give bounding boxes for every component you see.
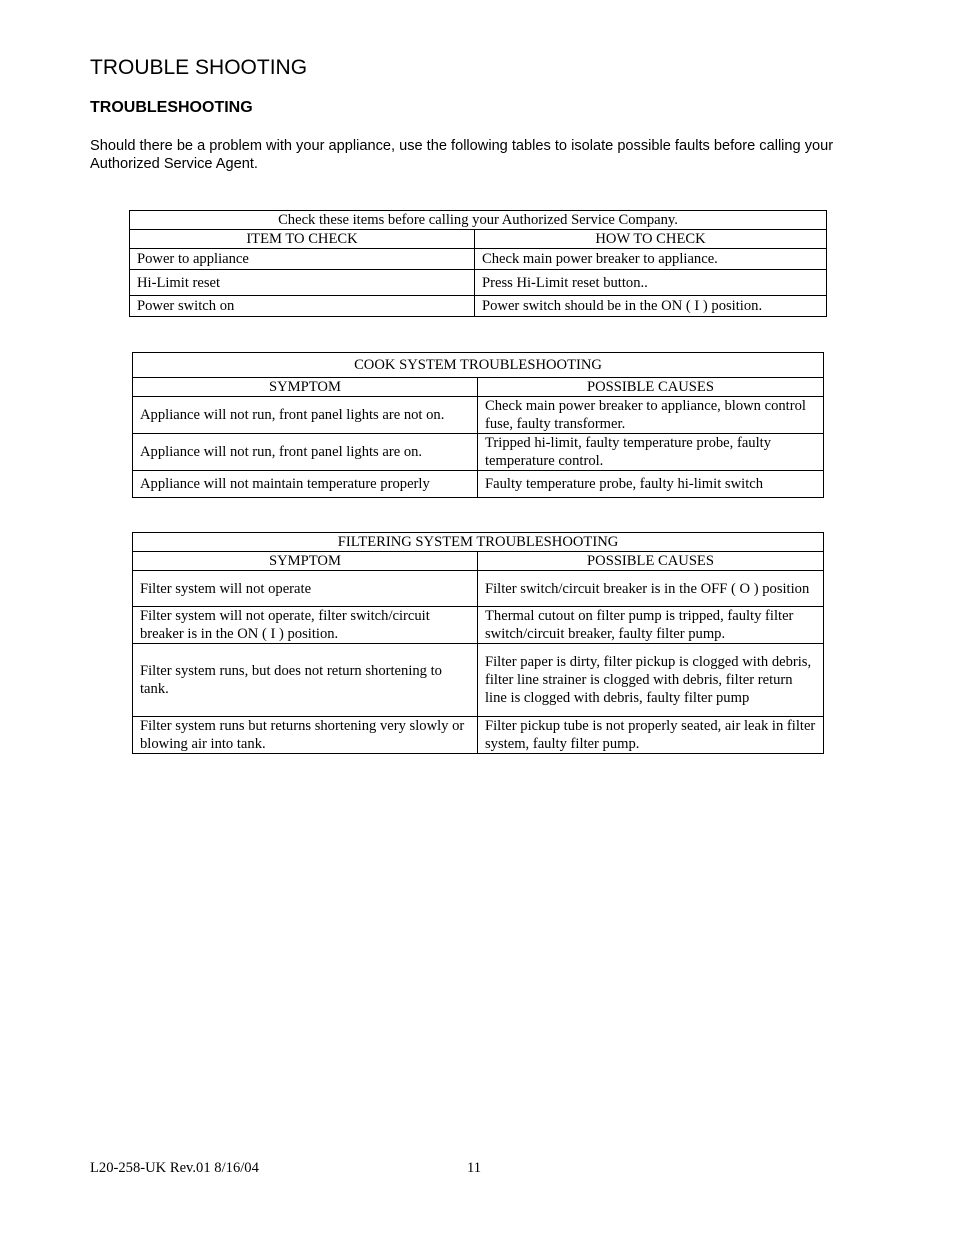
- table-row: [133, 607, 824, 644]
- section-heading: TROUBLESHOOTING: [90, 99, 253, 116]
- filtering-system-table: [132, 532, 824, 754]
- table-row: [133, 571, 824, 607]
- check-items-table: [129, 210, 827, 317]
- table-header-row: [133, 552, 824, 571]
- how-cell: Check main power breaker to appliance.: [475, 249, 827, 270]
- table-header-row: [133, 378, 824, 397]
- item-cell: Power switch on: [130, 296, 475, 317]
- symptom-cell: Filter system runs but returns shortening very slowly or blowing air into tank.: [133, 717, 478, 754]
- item-cell: Power to appliance: [130, 249, 475, 270]
- table-title-row: [133, 353, 824, 378]
- symptom-cell: Appliance will not maintain temperature properly: [133, 471, 478, 498]
- cook-system-table: [132, 352, 824, 498]
- symptom-cell: Filter system runs, but does not return shortening to tank.: [133, 644, 478, 717]
- symptom-cell: Appliance will not run, front panel lights are on.: [133, 434, 478, 471]
- cause-cell: Filter switch/circuit breaker is in the OFF ( O ) position: [478, 571, 824, 607]
- cause-cell: Tripped hi-limit, faulty temperature probe, faulty temperature control.: [478, 434, 824, 471]
- page-title: TROUBLE SHOOTING: [90, 56, 308, 79]
- symptom-cell: Filter system will not operate: [133, 571, 478, 607]
- table-title: COOK SYSTEM TROUBLESHOOTING: [133, 353, 824, 378]
- item-cell: Hi-Limit reset: [130, 270, 475, 296]
- table-row: [133, 434, 824, 471]
- column-header: ITEM TO CHECK: [130, 230, 475, 249]
- cause-cell: Filter paper is dirty, filter pickup is clogged with debris, filter line strainer is clogged with debris, filter return line is clogged with debris, faulty filter pump: [478, 644, 824, 717]
- cause-cell: Thermal cutout on filter pump is tripped, faulty filter switch/circuit breaker, faulty filter pump.: [478, 607, 824, 644]
- symptom-cell: Filter system will not operate, filter switch/circuit breaker is in the ON ( I ) position.: [133, 607, 478, 644]
- table-row: [130, 296, 827, 317]
- how-cell: Press Hi-Limit reset button..: [475, 270, 827, 296]
- table-row: [130, 270, 827, 296]
- table-title-row: [130, 211, 827, 230]
- cause-cell: Faulty temperature probe, faulty hi-limit switch: [478, 471, 824, 498]
- column-header: HOW TO CHECK: [475, 230, 827, 249]
- table-row: [133, 644, 824, 717]
- column-header: SYMPTOM: [133, 552, 478, 571]
- cause-cell: Check main power breaker to appliance, blown control fuse, faulty transformer.: [478, 397, 824, 434]
- symptom-cell: Appliance will not run, front panel lights are not on.: [133, 397, 478, 434]
- table-header-row: [130, 230, 827, 249]
- intro-paragraph: Should there be a problem with your appliance, use the following tables to isolate possible faults before calling your Authorized Service Agent.: [90, 138, 834, 172]
- column-header: SYMPTOM: [133, 378, 478, 397]
- table-row: [130, 249, 827, 270]
- table-title-row: [133, 533, 824, 552]
- footer-document-id: L20-258-UK Rev.01 8/16/04: [90, 1160, 259, 1176]
- table-title: FILTERING SYSTEM TROUBLESHOOTING: [133, 533, 824, 552]
- table-row: [133, 397, 824, 434]
- column-header: POSSIBLE CAUSES: [478, 378, 824, 397]
- table-row: [133, 717, 824, 754]
- footer-page-number: 11: [467, 1160, 482, 1176]
- column-header: POSSIBLE CAUSES: [478, 552, 824, 571]
- how-cell: Power switch should be in the ON ( I ) position.: [475, 296, 827, 317]
- table-row: [133, 471, 824, 498]
- table-title: Check these items before calling your Authorized Service Company.: [130, 211, 827, 230]
- cause-cell: Filter pickup tube is not properly seated, air leak in filter system, faulty filter pump.: [478, 717, 824, 754]
